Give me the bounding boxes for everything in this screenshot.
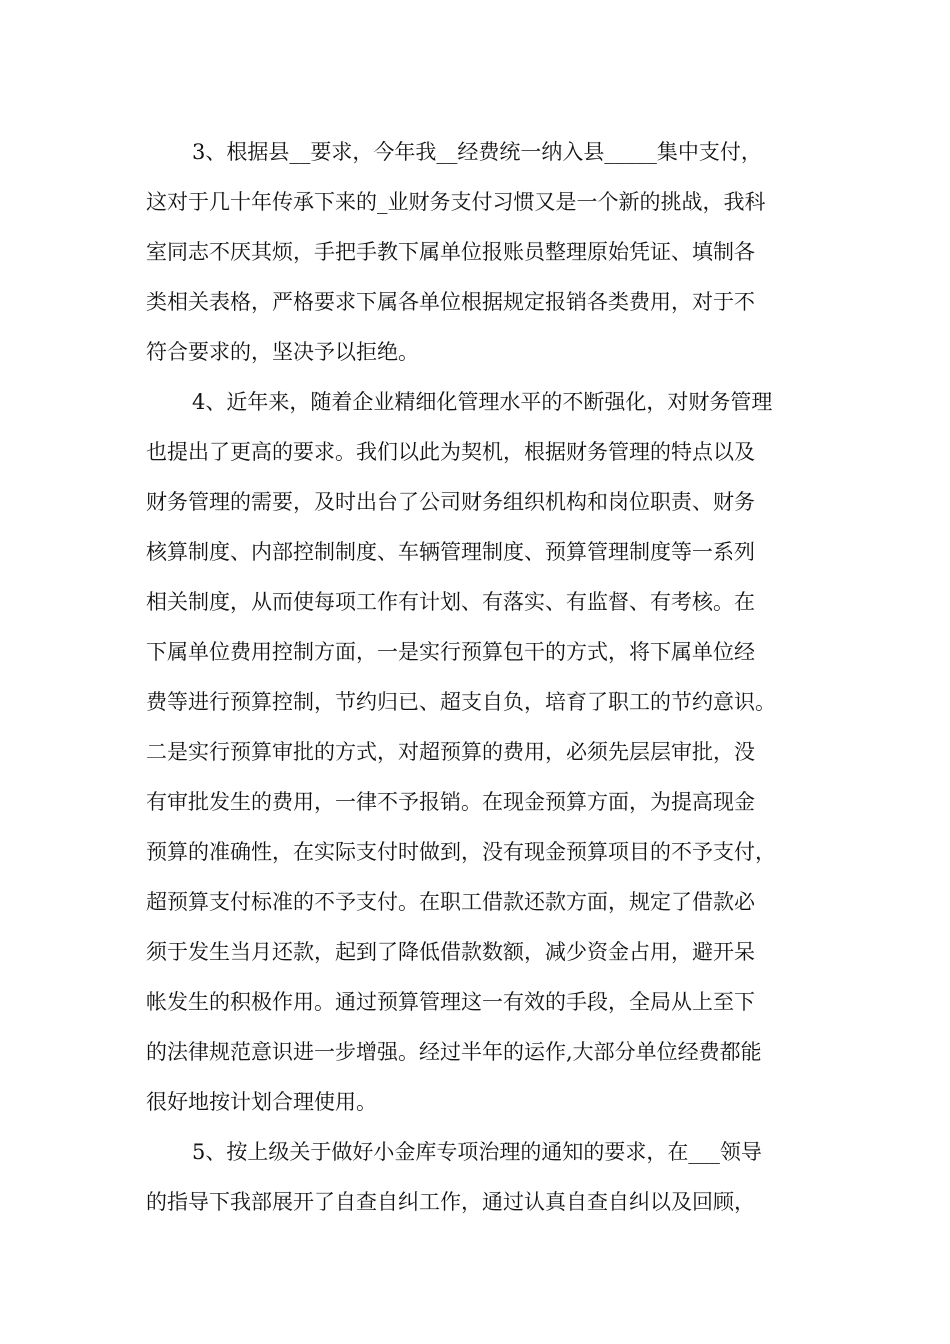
text-line: 有审批发生的费用，一律不予报销。在现金预算方面，为提高现金 [146, 790, 755, 814]
text-line: 二是实行预算审批的方式，对超预算的费用，必须先层层审批，没 [146, 740, 755, 764]
text-line: 须于发生当月还款，起到了降低借款数额，减少资金占用，避开呆 [146, 940, 755, 964]
text-line: 符合要求的，坚决予以拒绝。 [146, 340, 419, 364]
text-line: 类相关表格，严格要求下属各单位根据规定报销各类费用，对于不 [146, 290, 755, 314]
text-line: 的法律规范意识进一步增强。经过半年的运作,大部分单位经费都能 [146, 1040, 762, 1064]
text-line: 这对于几十年传承下来的_业财务支付习惯又是一个新的挑战，我科 [146, 190, 766, 214]
text-line: 核算制度、内部控制制度、车辆管理制度、预算管理制度等一系列 [146, 540, 755, 564]
text-line: 预算的准确性，在实际支付时做到，没有现金预算项目的不予支付， [146, 840, 776, 864]
text-line: 的指导下我部展开了自查自纠工作，通过认真自查自纠以及回顾， [146, 1190, 755, 1214]
text-line: 财务管理的需要，及时出台了公司财务组织机构和岗位职责、财务 [146, 490, 755, 514]
text-line: 5、按上级关于做好小金库专项治理的通知的要求，在___领导 [192, 1140, 762, 1164]
text-line: 也提出了更高的要求。我们以此为契机，根据财务管理的特点以及 [146, 440, 755, 464]
text-line: 相关制度，从而使每项工作有计划、有落实、有监督、有考核。在 [146, 590, 755, 614]
text-line: 超预算支付标准的不予支付。在职工借款还款方面，规定了借款必 [146, 890, 755, 914]
text-line: 帐发生的积极作用。通过预算管理这一有效的手段，全局从上至下 [146, 990, 755, 1014]
text-line: 费等进行预算控制，节约归已、超支自负，培育了职工的节约意识。 [146, 690, 776, 714]
text-line: 很好地按计划合理使用。 [146, 1090, 377, 1114]
text-line: 下属单位费用控制方面，一是实行预算包干的方式，将下属单位经 [146, 640, 755, 664]
text-line: 室同志不厌其烦，手把手教下属单位报账员整理原始凭证、填制各 [146, 240, 755, 264]
text-line: 4、近年来，随着企业精细化管理水平的不断强化，对财务管理 [192, 390, 773, 414]
text-line: 3、根据县__要求，今年我__经费统一纳入县_____集中支付， [192, 140, 762, 164]
